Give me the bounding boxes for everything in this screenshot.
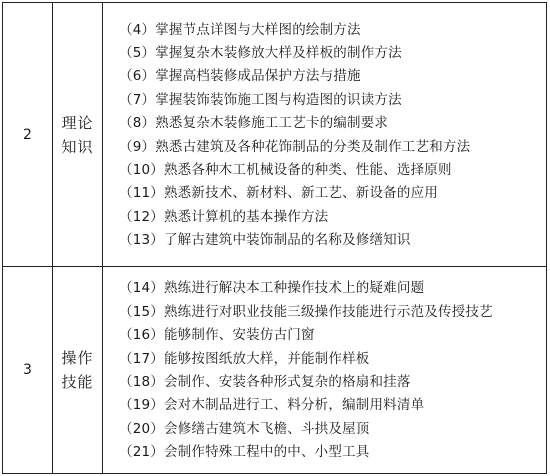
table-row-theory <box>3 3 547 267</box>
category-label-line1: 操作 <box>61 349 94 367</box>
list-item: （13）了解古建筑中装饰制品的名称及修缮知识 <box>119 232 411 249</box>
list-item: （9）熟悉古建筑及各种花饰制品的分类及制作工艺和方法 <box>119 138 471 155</box>
category-cell <box>53 267 103 474</box>
list-item: （7）掌握装饰装饰施工图与构造图的识读方法 <box>119 91 402 108</box>
row-number: 2 <box>3 3 53 267</box>
list-item: （15）熟练进行对职业技能三级操作技能进行示范及传授技艺 <box>119 303 493 320</box>
table-row-skills <box>3 267 547 474</box>
list-item: （6）掌握高档装修成品保护方法与措施 <box>119 68 361 85</box>
list-item: （8）熟悉复杂木装修施工工艺卡的编制要求 <box>119 115 389 132</box>
list-item: （16）能够制作、安装仿古门窗 <box>119 327 315 344</box>
list-item: （10）熟悉各种木工机械设备的种类、性能、选择原则 <box>119 161 452 178</box>
requirements-table <box>2 2 547 474</box>
list-item: （5）掌握复杂木装修放大样及样板的制作方法 <box>119 44 402 61</box>
list-item: （4）掌握节点详图与大样图的绘制方法 <box>119 21 361 38</box>
list-item: （20）会修缮古建筑木飞檐、斗拱及屋顶 <box>119 420 370 437</box>
list-item: （12）熟悉计算机的基本操作方法 <box>119 208 329 225</box>
list-item: （11）熟悉新技术、新材料、新工艺、新设备的应用 <box>119 185 438 202</box>
list-item: （17）能够按图纸放大样，并能制作样板 <box>119 350 370 367</box>
items-cell <box>103 267 547 474</box>
list-item: （19）会对木制品进行工、料分析，编制用料清单 <box>119 397 425 414</box>
category-cell <box>53 3 103 267</box>
category-label-line2: 知识 <box>61 137 94 156</box>
category-label-line2: 技能 <box>61 373 94 391</box>
item-list <box>119 277 546 464</box>
row-number: 3 <box>3 267 53 474</box>
list-item: （14）熟练进行解决本工种操作技术上的疑难问题 <box>119 280 425 297</box>
list-item: （18）会制作、安装各种形式复杂的格扇和挂落 <box>119 374 411 390</box>
item-list <box>119 19 546 253</box>
category-label-line1: 理论 <box>61 113 94 132</box>
list-item: （21）会制作特殊工程中的中、小型工具 <box>119 444 370 461</box>
items-cell <box>103 3 547 267</box>
